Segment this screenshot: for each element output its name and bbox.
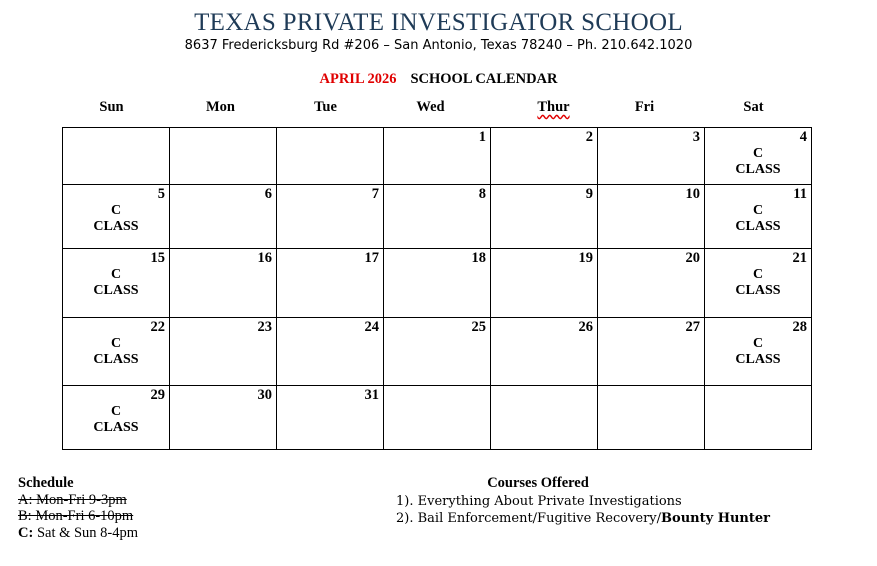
- calendar-day-cell: [277, 386, 384, 450]
- dow-tue: Tue: [314, 99, 337, 115]
- class-code: C: [752, 267, 764, 282]
- dow-fri: Fri: [634, 99, 655, 115]
- calendar-week-row: [63, 249, 812, 318]
- day-number: 15: [150, 250, 165, 266]
- class-label: CLASS: [93, 283, 139, 298]
- dow-thur: Thur: [537, 99, 570, 115]
- class-marker: [63, 203, 169, 235]
- day-number: 4: [799, 129, 807, 145]
- calendar-label: SCHOOL CALENDAR: [410, 71, 558, 87]
- class-code: C: [110, 336, 122, 351]
- course-item-2-bold: Bounty Hunter: [661, 511, 771, 526]
- class-label: CLASS: [93, 219, 139, 234]
- schedule-b: B: Mon-Fri 6-10pm: [18, 508, 134, 524]
- calendar-day-cell: [277, 128, 384, 185]
- schedule-a: A: Mon-Fri 9-3pm: [18, 491, 127, 508]
- day-number: 5: [157, 186, 165, 202]
- day-number: 11: [793, 186, 807, 202]
- calendar-day-cell: [705, 185, 812, 249]
- calendar-day-cell: [384, 128, 491, 185]
- day-number: 20: [685, 250, 700, 266]
- day-number: 18: [471, 250, 486, 266]
- day-number: 25: [471, 319, 486, 335]
- class-label: CLASS: [735, 162, 781, 177]
- schedule-c-value: Sat & Sun 8-4pm: [36, 524, 139, 541]
- courses-heading: Courses Offered: [487, 475, 589, 491]
- class-code: C: [752, 146, 764, 161]
- class-label: CLASS: [735, 352, 781, 367]
- calendar-day-cell: [384, 185, 491, 249]
- calendar-day-cell: [384, 249, 491, 318]
- day-number: 9: [585, 186, 593, 202]
- calendar-heading: [0, 71, 877, 88]
- calendar-day-cell: [63, 128, 170, 185]
- calendar-day-cell: [170, 185, 277, 249]
- day-number: 27: [685, 319, 700, 335]
- calendar-day-cell: [705, 386, 812, 450]
- calendar-day-cell: [491, 386, 598, 450]
- calendar-day-cell: [63, 185, 170, 249]
- course-item-2: [396, 510, 770, 528]
- day-number: 30: [257, 387, 272, 403]
- class-marker: [705, 203, 811, 235]
- class-code: C: [752, 336, 764, 351]
- calendar-day-cell: [705, 128, 812, 185]
- dow-mon: Mon: [206, 99, 235, 115]
- day-number: 6: [264, 186, 272, 202]
- calendar-day-cell: [705, 318, 812, 386]
- day-number: 8: [478, 186, 486, 202]
- day-number: 17: [364, 250, 379, 266]
- day-number: 22: [150, 319, 165, 335]
- calendar-day-cell: [598, 128, 705, 185]
- dow-wed: Wed: [416, 99, 445, 115]
- calendar-day-cell: [491, 185, 598, 249]
- class-marker: [705, 336, 811, 368]
- calendar-day-cell: [491, 128, 598, 185]
- calendar-day-cell: [170, 128, 277, 185]
- calendar-day-cell: [598, 185, 705, 249]
- school-address: 8637 Fredericksburg Rd #206 – San Antonio, Texas 78240 – Ph. 210.642.1020: [184, 38, 693, 53]
- calendar-day-cell: [170, 318, 277, 386]
- class-code: C: [110, 203, 122, 218]
- calendar-day-cell: [705, 249, 812, 318]
- class-code: C: [110, 404, 122, 419]
- class-marker: [705, 267, 811, 299]
- dow-sat: Sat: [743, 99, 764, 115]
- day-number: 10: [685, 186, 700, 202]
- day-number: 1: [478, 129, 486, 145]
- school-title: TEXAS PRIVATE INVESTIGATOR SCHOOL: [194, 9, 683, 36]
- course-item-2-text: 2). Bail Enforcement/Fugitive Recovery/: [396, 511, 662, 526]
- day-number: 2: [585, 129, 593, 145]
- calendar-day-cell: [277, 249, 384, 318]
- calendar-day-cell: [598, 386, 705, 450]
- courses-section: [396, 475, 770, 528]
- course-item-1: 1). Everything About Private Investigations: [396, 493, 682, 509]
- day-number: 29: [150, 387, 165, 403]
- calendar-day-cell: [384, 318, 491, 386]
- day-number: 19: [578, 250, 593, 266]
- class-code: C: [752, 203, 764, 218]
- schedule-c: [18, 525, 138, 542]
- calendar-day-cell: [598, 249, 705, 318]
- day-number: 21: [792, 250, 807, 266]
- calendar-day-cell: [170, 386, 277, 450]
- class-label: CLASS: [735, 283, 781, 298]
- class-marker: [63, 336, 169, 368]
- class-marker: [63, 404, 169, 436]
- calendar-day-cell: [63, 249, 170, 318]
- dow-sun: Sun: [99, 99, 124, 115]
- class-code: C: [110, 267, 122, 282]
- calendar-day-cell: [277, 318, 384, 386]
- calendar-day-cell: [598, 318, 705, 386]
- class-marker: [63, 267, 169, 299]
- day-number: 31: [364, 387, 379, 403]
- calendar-day-cell: [384, 386, 491, 450]
- calendar-week-row: [63, 128, 812, 185]
- calendar-day-cell: [277, 185, 384, 249]
- calendar-grid: [62, 127, 812, 450]
- day-number: 7: [371, 186, 379, 202]
- calendar-day-cell: [491, 249, 598, 318]
- schedule-heading: Schedule: [18, 475, 74, 491]
- calendar-day-cell: [491, 318, 598, 386]
- schedule-section: [18, 475, 138, 541]
- class-label: CLASS: [93, 352, 139, 367]
- calendar-week-row: [63, 185, 812, 249]
- calendar-day-cell: [170, 249, 277, 318]
- day-number: 26: [578, 319, 593, 335]
- calendar-week-row: [63, 318, 812, 386]
- month-label: APRIL 2026: [319, 71, 397, 87]
- day-number: 3: [692, 129, 700, 145]
- schedule-c-label: C:: [18, 524, 34, 541]
- class-label: CLASS: [93, 420, 139, 435]
- calendar-day-cell: [63, 318, 170, 386]
- class-marker: [705, 146, 811, 178]
- day-number: 24: [364, 319, 379, 335]
- day-number: 28: [792, 319, 807, 335]
- day-number: 16: [257, 250, 272, 266]
- day-number: 23: [257, 319, 272, 335]
- class-label: CLASS: [735, 219, 781, 234]
- calendar-week-row: [63, 386, 812, 450]
- calendar-day-cell: [63, 386, 170, 450]
